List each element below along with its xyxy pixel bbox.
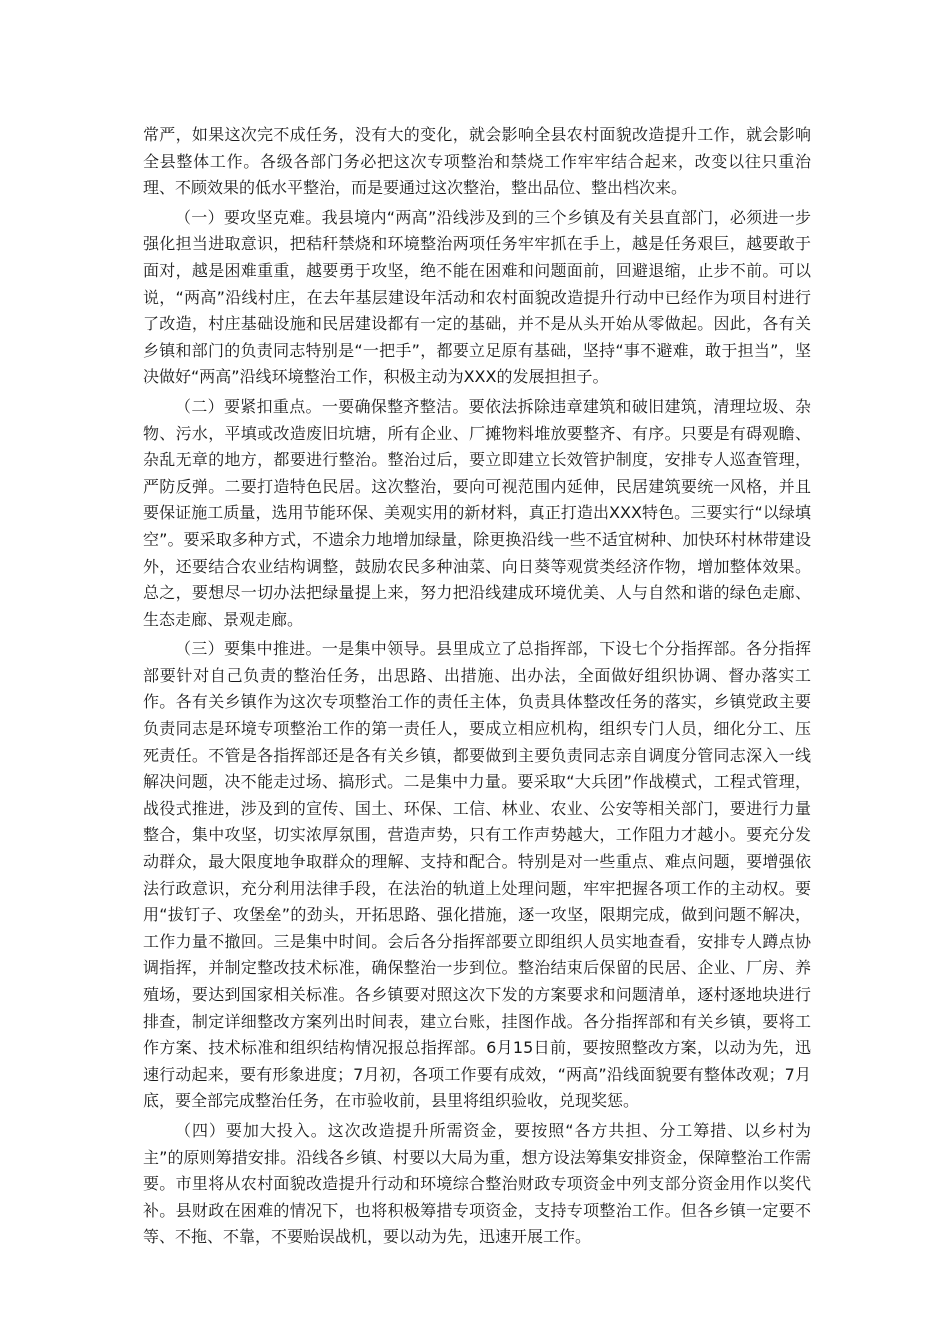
paragraph-section-2: （二）要紧扣重点。一要确保整齐整洁。要依法拆除违章建筑和破旧建筑，清理垃圾、杂物、污水，平填或改造废旧坑塘，所有企业、厂摊物料堆放要整齐、有序。只要是有碍观瞻、杂乱无章的地方，都要进行整治。整治过后，要立即建立长效管护制度，安排专人巡查管理，严防反弹。二要打造特色民居。这次整治，要向可视范围内延伸，民居建筑要统一风格，并且要保证施工质量，选用节能环保、美观实用的新材料，真正打造出XXX特色。三要实行“以绿填空”。要采取多种方式，不遗余力地增加绿量，除更换沿线一些不适宜树种、加快环村林带建设外，还要结合农业结构调整，鼓励农民多种油菜、向日葵等观赏类经济作物，增加整体效果。总之，要想尽一切办法把绿量提上来，努力把沿线建成环境优美、人与自然和谐的绿色走廊、生态走廊、景观走廊。 [143, 396, 811, 629]
paragraph-continuation: 常严，如果这次完不成任务，没有大的变化，就会影响全县农村面貌改造提升工作，就会影响全县整体工作。各级各部门务必把这次专项整治和禁烧工作牢牢结合起来，改变以往只重治理、不顾效果的低水平整治，而是要通过这次整治，整出品位、整出档次来。 [143, 125, 811, 198]
paragraph-section-3: （三）要集中推进。一是集中领导。县里成立了总指挥部，下设七个分指挥部。各分指挥部要针对自己负责的整治任务，出思路、出措施、出办法，全面做好组织协调、督办落实工作。各有关乡镇作为这次专项整治工作的责任主体，负责具体整改任务的落实，乡镇党政主要负责同志是环境专项整治工作的第一责任人，要成立相应机构，组织专门人员，细化分工、压死责任。不管是各指挥部还是各有关乡镇，都要做到主要负责同志亲自调度分管同志深入一线解决问题，决不能走过场、搞形式。二是集中力量。要采取“大兵团”作战模式，工程式管理，战役式推进，涉及到的宣传、国土、环保、工信、林业、农业、公安等相关部门，要进行力量整合，集中攻坚，切实浓厚氛围，营造声势，只有工作声势越大，工作阻力才越小。要充分发动群众，最大限度地争取群众的理解、支持和配合。特别是对一些重点、难点问题，要增强依法行政意识，充分利用法律手段，在法治的轨道上处理问题，牢牢把握各项工作的主动权。要用“拔钉子、攻堡垒”的劲头，开拓思路、强化措施，逐一攻坚，限期完成，做到问题不解决，工作力量不撤回。三是集中时间。会后各分指挥部要立即组织人员实地查看，安排专人蹲点协调指挥，并制定整改技术标准，确保整治一步到位。整治结束后保留的民居、企业、厂房、养殖场，要达到国家相关标准。各乡镇要对照这次下发的方案要求和问题清单，逐村逐地块进行排查，制定详细整改方案列出时间表，建立台账，挂图作战。各分指挥部和有关乡镇，要将工作方案、技术标准和组织结构情况报总指挥部。6月15日前，要按照整改方案，以动为先，迅速行动起来，要有形象进度；7月初，各项工作要有成效，“两高”沿线面貌要有整体改观；7月底，要全部完成整治任务，在市验收前，县里将组织验收，兑现奖惩。 [143, 639, 811, 1111]
paragraph-section-1: （一）要攻坚克难。我县境内“两高”沿线涉及到的三个乡镇及有关县直部门，必须进一步强化担当进取意识，把秸秆禁烧和环境整治两项任务牢牢抓在手上，越是任务艰巨，越要敢于面对，越是困难重重，越要勇于攻坚，绝不能在困难和问题面前，回避退缩，止步不前。可以说，“两高”沿线村庄，在去年基层建设年活动和农村面貌改造提升行动中已经作为项目村进行了改造，村庄基础设施和民居建设都有一定的基础，并不是从头开始从零做起。因此，各有关乡镇和部门的负责同志特别是“一把手”，都要立足原有基础，坚持“事不避难，敢于担当”，坚决做好“两高”沿线环境整治工作，积极主动为XXX的发展担担子。 [143, 207, 811, 387]
paragraph-section-4: （四）要加大投入。这次改造提升所需资金，要按照“各方共担、分工筹措、以乡村为主”的原则筹措安排。沿线各乡镇、村要以大局为重，想方设法筹集安排资金，保障整治工作需要。市里将从农村面貌改造提升行动和环境综合整治财政专项资金中列支部分资金用作以奖代补。县财政在困难的情况下，也将积极筹措专项资金，支持专项整治工作。但各乡镇一定要不等、不拖、不靠，不要贻误战机，要以动为先，迅速开展工作。 [143, 1120, 811, 1247]
document-body [143, 122, 811, 1254]
